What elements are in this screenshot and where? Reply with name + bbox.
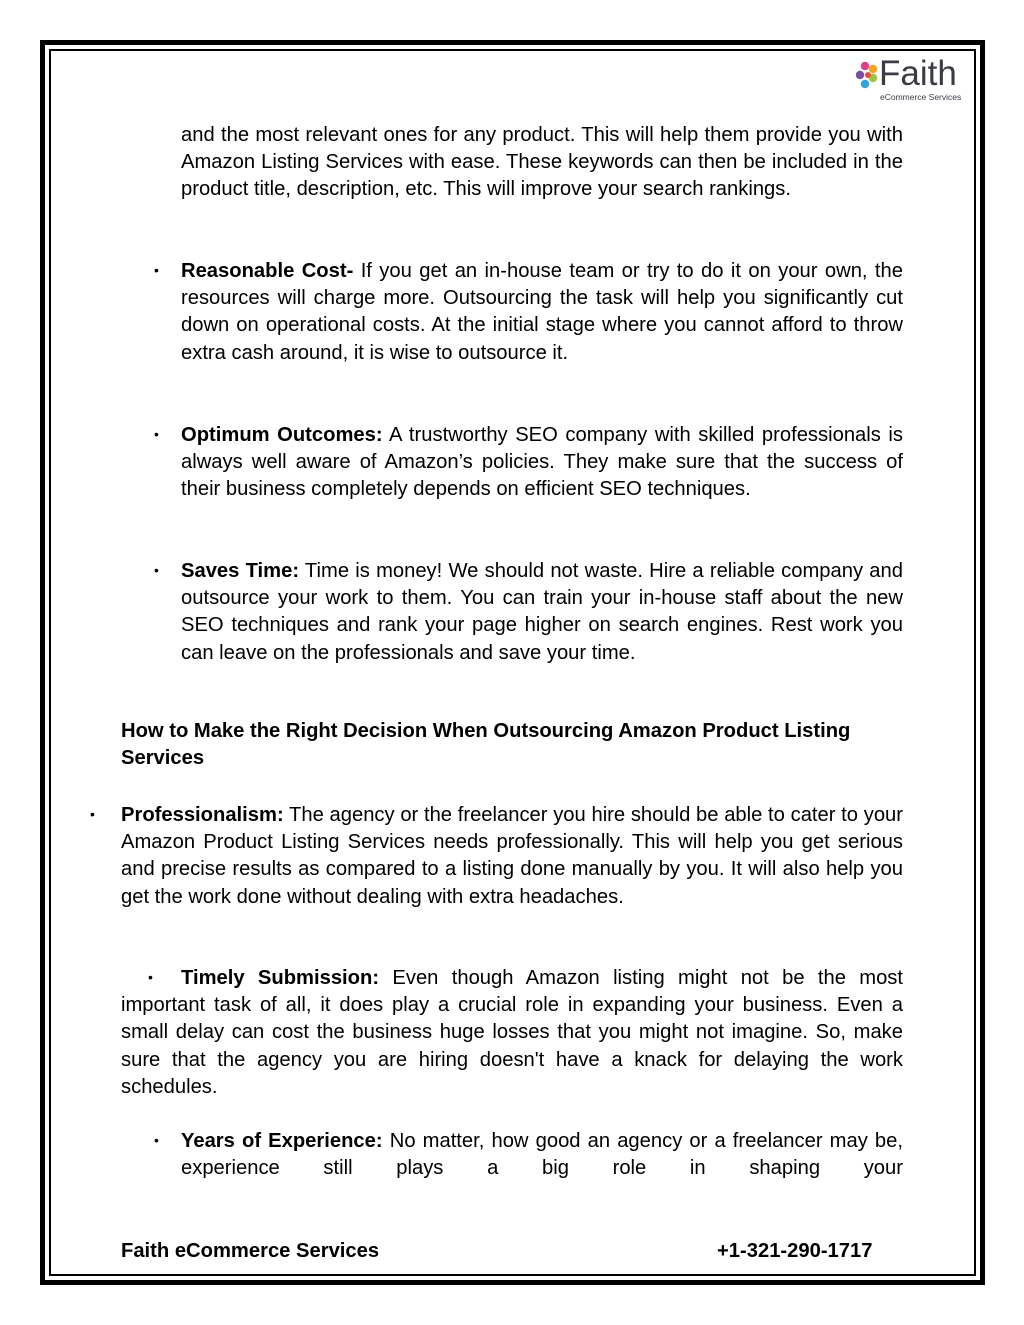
bullet-professionalism xyxy=(121,802,903,911)
bullet-saves-time xyxy=(181,558,903,667)
bullet-title: Professionalism: xyxy=(121,804,284,826)
intro-paragraph: and the most relevant ones for any product. This will help them provide you with Amazon Listing Services with ease. These keywords can then be included in the product title, description, etc. This will improve your search rankings. xyxy=(181,124,903,201)
bullet-text: Even though Amazon listing might not be the most important task of all, it does play a crucial role in expanding your business. Even a small delay can cost the business huge losses that you might not imagine. So, make sure that the agency you are hiring doesn't have a knack for delaying the work schedules. xyxy=(121,967,904,1098)
bullet-title: Timely Submission: xyxy=(181,967,380,989)
bullet-text: A trustworthy SEO company with skilled professionals is always well aware of Amazon’s policies. They make sure that the success of their business completely depends on efficient SEO techniques. xyxy=(181,424,903,501)
bullet-dot: • xyxy=(154,426,159,442)
bullet-timely-submission xyxy=(121,965,903,1101)
bullet-text: If you get an in-house team or try to do it on your own, the resources will charge more. Outsourcing the task will help you significantly cut down on operational costs. At the initial stage where you cannot afford to throw extra cash around, it is wise to outsource it. xyxy=(181,260,903,364)
footer-phone: +1-321-290-1717 xyxy=(717,1240,873,1262)
section-heading: How to Make the Right Decision When Outsourcing Amazon Product Listing Services xyxy=(121,720,851,770)
bullet-dot: • xyxy=(154,262,159,278)
bullet-text: Time is money! We should not waste. Hire a reliable company and outsource your work to them. You can train your in-house staff about the new SEO techniques and rank your page higher on search engines. Rest work you can leave on the professionals and save your time. xyxy=(181,560,903,664)
bullet-dot: • xyxy=(90,806,95,822)
bullet-dot: • xyxy=(154,1132,159,1148)
bullet-title: Reasonable Cost- xyxy=(181,260,354,282)
logo-wordmark: Faith xyxy=(879,54,957,93)
bullet-years-of-experience xyxy=(181,1128,903,1182)
bullet-title: Optimum Outcomes: xyxy=(181,424,383,446)
faith-logo xyxy=(856,54,968,104)
bullet-title: Saves Time: xyxy=(181,560,300,582)
logo-tagline: eCommerce Services xyxy=(880,92,962,102)
bullet-optimum-outcomes xyxy=(181,422,903,504)
bullet-reasonable-cost xyxy=(181,258,903,367)
footer-company: Faith eCommerce Services xyxy=(121,1240,380,1262)
bullet-text: The agency or the freelancer you hire should be able to cater to your Amazon Product Listing Services needs professionally. This will help you get serious and precise results as compared to a listing done manually by you. It will also help you get the work done without dealing with extra headaches. xyxy=(121,804,903,908)
bullet-dot: • xyxy=(148,969,153,985)
bullet-dot: • xyxy=(154,562,159,578)
flower-logo-icon xyxy=(856,60,880,92)
bullet-title: Years of Experience: xyxy=(181,1130,383,1152)
bullet-text: No matter, how good an agency or a freelancer may be, experience still plays a big role in shaping your xyxy=(181,1130,903,1180)
